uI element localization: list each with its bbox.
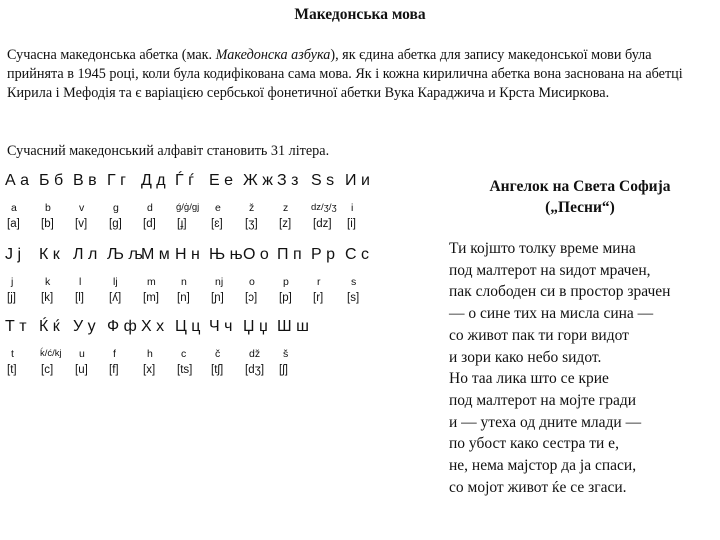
poem-line: со живот пак ти гори видот bbox=[449, 326, 629, 344]
ipa-symbol: [s] bbox=[347, 292, 360, 304]
cyrillic-letter: Т т bbox=[5, 318, 27, 335]
poem-line: и зори како небо ѕидот. bbox=[449, 348, 602, 366]
latin-transliteration: dz/ʒ/ʒ bbox=[311, 202, 337, 213]
latin-transliteration: š bbox=[283, 348, 289, 360]
latin-transliteration: n bbox=[181, 276, 187, 288]
latin-transliteration: c bbox=[181, 348, 187, 360]
intro-text-italic: Македонска азбука bbox=[215, 47, 331, 63]
ipa-symbol: [i] bbox=[347, 218, 356, 230]
ipa-symbol: [n] bbox=[177, 292, 190, 304]
latin-transliteration: č bbox=[215, 348, 221, 360]
ipa-symbol: [ʒ] bbox=[245, 218, 258, 230]
cyrillic-letter: Ч ч bbox=[209, 318, 233, 335]
cyrillic-letter: Ќ ќ bbox=[39, 318, 60, 335]
latin-transliteration: dž bbox=[249, 348, 261, 360]
ipa-symbol: [u] bbox=[75, 364, 88, 376]
ipa-symbol: [k] bbox=[41, 292, 54, 304]
alphabet-row bbox=[5, 172, 385, 238]
ipa-symbol: [z] bbox=[279, 218, 292, 230]
poem-line: пак слободен си в простор зрачен bbox=[449, 283, 671, 301]
cyrillic-letter: К к bbox=[39, 246, 60, 263]
ipa-symbol: [ʎ] bbox=[109, 292, 122, 304]
intro-paragraph bbox=[7, 46, 697, 103]
alphabet-cell bbox=[141, 318, 176, 384]
cyrillic-letter: А а bbox=[5, 172, 30, 189]
alphabet-cell bbox=[73, 318, 108, 384]
ipa-symbol: [c] bbox=[41, 364, 54, 376]
cyrillic-letter: Ш ш bbox=[277, 318, 309, 335]
alphabet-cell bbox=[141, 172, 176, 238]
latin-transliteration: l bbox=[79, 276, 82, 288]
latin-transliteration: m bbox=[147, 276, 156, 288]
alphabet-cell bbox=[311, 172, 346, 238]
poem-line: со мојот живот ќе се згаси. bbox=[449, 478, 627, 496]
latin-transliteration: t bbox=[11, 348, 14, 360]
ipa-symbol: [p] bbox=[279, 292, 292, 304]
latin-transliteration: s bbox=[351, 276, 357, 288]
alphabet-cell bbox=[209, 172, 244, 238]
poem-title: Ангелок на Света Софија bbox=[489, 178, 671, 195]
latin-transliteration: u bbox=[79, 348, 85, 360]
cyrillic-letter: Ѓ ѓ bbox=[175, 172, 194, 189]
alphabet-cell bbox=[73, 246, 108, 312]
cyrillic-letter: Ф ф bbox=[107, 318, 137, 335]
cyrillic-letter: Ц ц bbox=[175, 318, 201, 335]
alphabet-cell bbox=[277, 172, 312, 238]
page-title: Македонська мова bbox=[294, 6, 426, 23]
alphabet-cell bbox=[209, 318, 244, 384]
cyrillic-letter: О о bbox=[243, 246, 269, 263]
intro-text-part-3: ), як єдина абетка для запису македонської мови була прийнята в 1945 році, коли була кодифікована сама мова. Як і кожна кирилична абетка вона заснована на абетці Кирила і Мефодія та є варіацією сербської фонетичної абетки Вука Караджича и Крста Мисиркова. bbox=[7, 47, 683, 101]
alphabet-cell bbox=[107, 172, 142, 238]
latin-transliteration: d bbox=[147, 202, 153, 214]
cyrillic-letter: У у bbox=[73, 318, 96, 335]
ipa-symbol: [dʒ] bbox=[245, 364, 265, 376]
latin-transliteration: ḱ/ć/kj bbox=[40, 348, 62, 359]
alphabet-table bbox=[5, 172, 385, 387]
cyrillic-letter: З з bbox=[277, 172, 299, 189]
cyrillic-letter: И и bbox=[345, 172, 370, 189]
alphabet-cell bbox=[39, 172, 74, 238]
cyrillic-letter: Ѕ ѕ bbox=[311, 172, 335, 189]
cyrillic-letter: Л л bbox=[73, 246, 98, 263]
poem-line: под малтерот на ѕидот мрачен, bbox=[449, 261, 651, 279]
alphabet-cell bbox=[243, 246, 278, 312]
alphabet-cell bbox=[243, 172, 278, 238]
ipa-symbol: [dz] bbox=[313, 218, 332, 230]
ipa-symbol: [ts] bbox=[177, 364, 193, 376]
latin-transliteration: z bbox=[283, 202, 289, 214]
ipa-symbol: [g] bbox=[109, 218, 122, 230]
alphabet-cell bbox=[39, 246, 74, 312]
ipa-symbol: [tʃ] bbox=[211, 364, 224, 376]
alphabet-row bbox=[5, 246, 385, 312]
latin-transliteration: g bbox=[113, 202, 119, 214]
latin-transliteration: f bbox=[113, 348, 116, 360]
alphabet-cell bbox=[107, 246, 142, 312]
latin-transliteration: o bbox=[249, 276, 255, 288]
latin-transliteration: ǵ/ģ/gj bbox=[176, 202, 200, 213]
cyrillic-letter: Љ љ bbox=[107, 246, 143, 263]
ipa-symbol: [ɛ] bbox=[211, 218, 223, 230]
ipa-symbol: [l] bbox=[75, 292, 84, 304]
alphabet-cell bbox=[39, 318, 74, 384]
cyrillic-letter: С с bbox=[345, 246, 369, 263]
latin-transliteration: p bbox=[283, 276, 289, 288]
latin-transliteration: lj bbox=[113, 276, 118, 288]
cyrillic-letter: М м bbox=[141, 246, 170, 263]
poem-subtitle: („Песни“) bbox=[545, 199, 615, 216]
cyrillic-letter: Х х bbox=[141, 318, 165, 335]
poem-line: и — утеха од дните млади — bbox=[449, 413, 642, 431]
latin-transliteration: h bbox=[147, 348, 153, 360]
alphabet-cell bbox=[277, 318, 312, 384]
cyrillic-letter: Д д bbox=[141, 172, 166, 189]
ipa-symbol: [v] bbox=[75, 218, 88, 230]
ipa-symbol: [f] bbox=[109, 364, 119, 376]
ipa-symbol: [t] bbox=[7, 364, 17, 376]
poem-line: Но таа лика што се крие bbox=[449, 370, 609, 388]
ipa-symbol: [x] bbox=[143, 364, 156, 376]
intro-text-part-1: Сучасна македонська абетка (мак. bbox=[7, 47, 216, 63]
ipa-symbol: [ʃ] bbox=[279, 364, 288, 376]
latin-transliteration: e bbox=[215, 202, 221, 214]
latin-transliteration: j bbox=[11, 276, 14, 288]
latin-transliteration: r bbox=[317, 276, 321, 288]
alphabet-cell bbox=[311, 246, 346, 312]
alphabet-cell bbox=[141, 246, 176, 312]
ipa-symbol: [b] bbox=[41, 218, 54, 230]
ipa-symbol: [j] bbox=[7, 292, 16, 304]
poem-line: по убост како сестра ти е, bbox=[449, 435, 619, 453]
cyrillic-letter: Е е bbox=[209, 172, 234, 189]
cyrillic-letter: Ј ј bbox=[5, 246, 21, 263]
cyrillic-letter: Г г bbox=[107, 172, 126, 189]
poem-text bbox=[449, 238, 717, 498]
alphabet-cell bbox=[243, 318, 278, 384]
alphabet-row bbox=[5, 318, 385, 384]
poem-line: под малтерот на мојте гради bbox=[449, 391, 637, 409]
ipa-symbol: [r] bbox=[313, 292, 324, 304]
ipa-symbol: [a] bbox=[7, 218, 20, 230]
latin-transliteration: k bbox=[45, 276, 51, 288]
cyrillic-letter: Џ џ bbox=[243, 318, 268, 335]
ipa-symbol: [ɔ] bbox=[245, 292, 258, 304]
cyrillic-letter: В в bbox=[73, 172, 97, 189]
ipa-symbol: [ɟ] bbox=[177, 218, 187, 230]
ipa-symbol: [ɲ] bbox=[211, 292, 224, 304]
poem-line: не, нема мајстор да ја спаси, bbox=[449, 457, 637, 475]
poem-line: — о сине тих на мисла сина — bbox=[449, 305, 654, 323]
cyrillic-letter: Н н bbox=[175, 246, 200, 263]
cyrillic-letter: Р р bbox=[311, 246, 336, 263]
alphabet-cell bbox=[175, 318, 210, 384]
latin-transliteration: a bbox=[11, 202, 17, 214]
alphabet-cell bbox=[277, 246, 312, 312]
alphabet-cell bbox=[175, 172, 210, 238]
latin-transliteration: v bbox=[79, 202, 85, 214]
alphabet-cell bbox=[5, 246, 40, 312]
alphabet-cell bbox=[175, 246, 210, 312]
ipa-symbol: [d] bbox=[143, 218, 156, 230]
latin-transliteration: nj bbox=[215, 276, 224, 288]
latin-transliteration: b bbox=[45, 202, 51, 214]
alphabet-cell bbox=[73, 172, 108, 238]
alphabet-cell bbox=[107, 318, 142, 384]
poem-line: Ти којшто толку време мина bbox=[449, 240, 636, 257]
alphabet-count-paragraph: Сучасний македонський алфавіт становить 31 літера. bbox=[7, 143, 330, 159]
cyrillic-letter: Ж ж bbox=[243, 172, 273, 189]
cyrillic-letter: Њ њ bbox=[209, 246, 243, 263]
alphabet-cell bbox=[345, 246, 380, 312]
alphabet-cell bbox=[209, 246, 244, 312]
alphabet-cell bbox=[5, 172, 40, 238]
alphabet-cell bbox=[345, 172, 380, 238]
cyrillic-letter: П п bbox=[277, 246, 302, 263]
latin-transliteration: ž bbox=[249, 202, 255, 214]
alphabet-cell bbox=[5, 318, 40, 384]
ipa-symbol: [m] bbox=[143, 292, 159, 304]
cyrillic-letter: Б б bbox=[39, 172, 64, 189]
latin-transliteration: i bbox=[351, 202, 354, 214]
